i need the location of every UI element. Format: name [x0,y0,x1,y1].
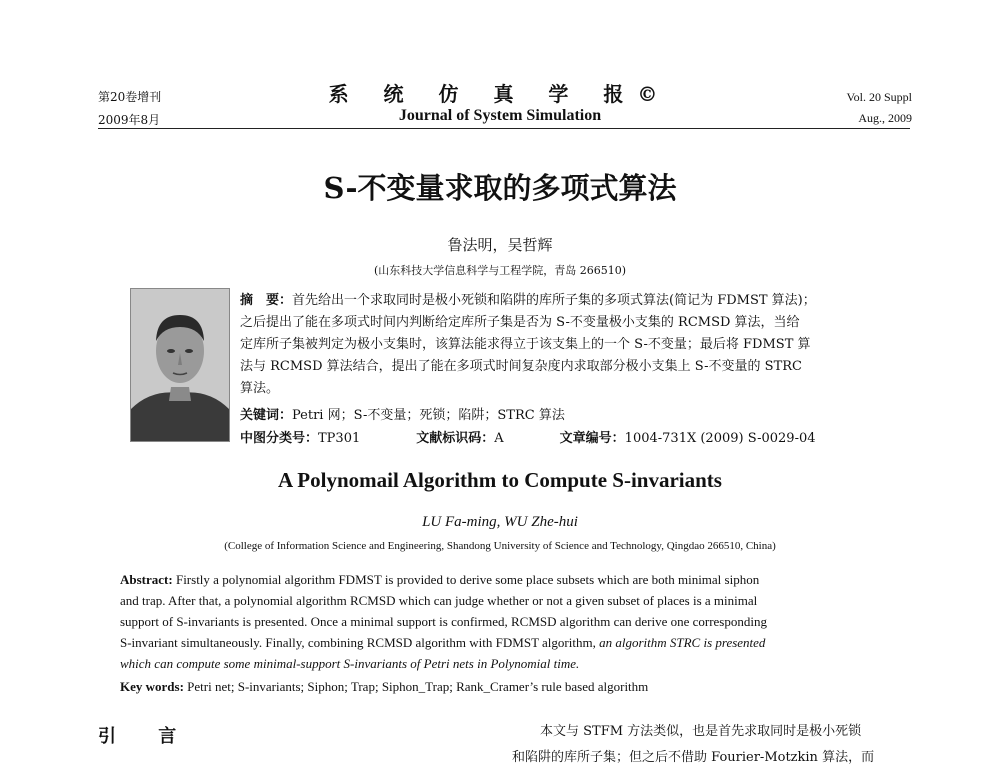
paper-title-en: A Polynomail Algorithm to Compute S-invariants [278,468,722,492]
header-volume-cn: 第20卷增刊 [98,90,162,104]
keywords-cn-value: Petri 网；S-不变量；死锁；陷阱；STRC 算法 [292,408,565,423]
abstract-cn-line: 定库所子集被判定为极小支集时，该算法能求得立于该支集上的一个 S-不变量；最后将 FDMST 算 [240,337,811,352]
affiliation-cn: (山东科技大学信息科学与工程学院，青岛 266510) [373,264,627,277]
journal-title-cn: 系 统 仿 真 学 报© [328,82,672,106]
intro-text-line: 本文与 STFM 方法类似，也是首先求取同时是极小死锁 [540,724,862,739]
section-heading-intro: 引 言 [98,726,195,747]
abstract-en-italic: an algorithm STRC is presented [599,635,766,650]
abstract-cn-label: 摘 要： [240,293,293,308]
journal-title-en: Journal of System Simulation [398,107,602,124]
doc-code-label: 文献标识码： [416,431,495,446]
abstract-cn-text: 首先给出一个求取同时是极小死锁和陷阱的库所子集的多项式算法(简记为 FDMST 算法)； [292,293,816,308]
keywords-en-value: Petri net; S-invariants; Siphon; Trap; Siphon_Trap; Rank_Cramer’s rule based algorithm [183,679,649,694]
abstract-en-line: which can compute some minimal-support S-invariants of Petri nets in Polynomial time. [120,656,580,671]
header-rule [98,128,910,129]
abstract-en-text: S-invariant simultaneously. Finally, combining RCMSD algorithm with FDMST algorithm, [120,635,600,650]
abstract-cn-line: 算法。 [240,381,280,396]
header-date-cn: 2009年8月 [98,113,161,127]
classification-line [240,427,816,446]
abstract-en-line [120,632,912,653]
clc-label: 中图分类号： [240,431,319,446]
abstract-cn-line [240,290,900,312]
paper-title-cn: S-不变量求取的多项式算法 [323,171,677,205]
keywords-en [120,679,648,695]
header-date-en: Aug., 2009 [858,111,912,125]
abstract-en-line [120,569,912,590]
abstract-cn-line: 法与 RCMSD 算法结合，提出了能在多项式时间复杂度内求取部分极小支集上 S-不变量的 STRC [240,359,802,374]
clc-value: TP301 [318,431,361,446]
author-photo [130,288,230,442]
abstract-en-line: and trap. After that, a polynomial algorithm RCMSD which can judge whether or not a given subset of places is a minimal [120,593,758,608]
keywords-en-label: Key words: [120,679,184,694]
keywords-cn-label: 关键词： [240,408,293,423]
abstract-en-text: Firstly a polynomial algorithm FDMST is provided to derive some place subsets which are both minimal siphon [172,572,760,587]
affiliation-en: (College of Information Science and Engineering, Shandong University of Science and Technology, Qingdao 266510, China) [224,540,776,552]
article-number-value: 1004-731X (2009) S-0029-04 [624,431,816,446]
abstract-en-label: Abstract: [120,572,173,587]
abstract-cn-line: 之后提出了能在多项式时间内判断给定库所子集是否为 S-不变量极小支集的 RCMSD 算法，当给 [240,315,800,330]
keywords-cn [240,404,565,423]
header-volume-en: Vol. 20 Suppl [846,90,912,104]
author-portrait-image [131,289,229,441]
authors-en: LU Fa-ming, WU Zhe-hui [422,514,578,530]
doc-code-value: A [494,431,504,446]
article-number-label: 文章编号： [559,431,625,446]
abstract-en-line: support of S-invariants is presented. Once a minimal support is confirmed, RCMSD algorithm can derive one corresponding [120,614,767,629]
authors-cn: 鲁法明，吴哲辉 [447,236,553,254]
intro-text-line: 和陷阱的库所子集；但之后不借助 Fourier-Motzkin 算法，而 [512,750,875,765]
